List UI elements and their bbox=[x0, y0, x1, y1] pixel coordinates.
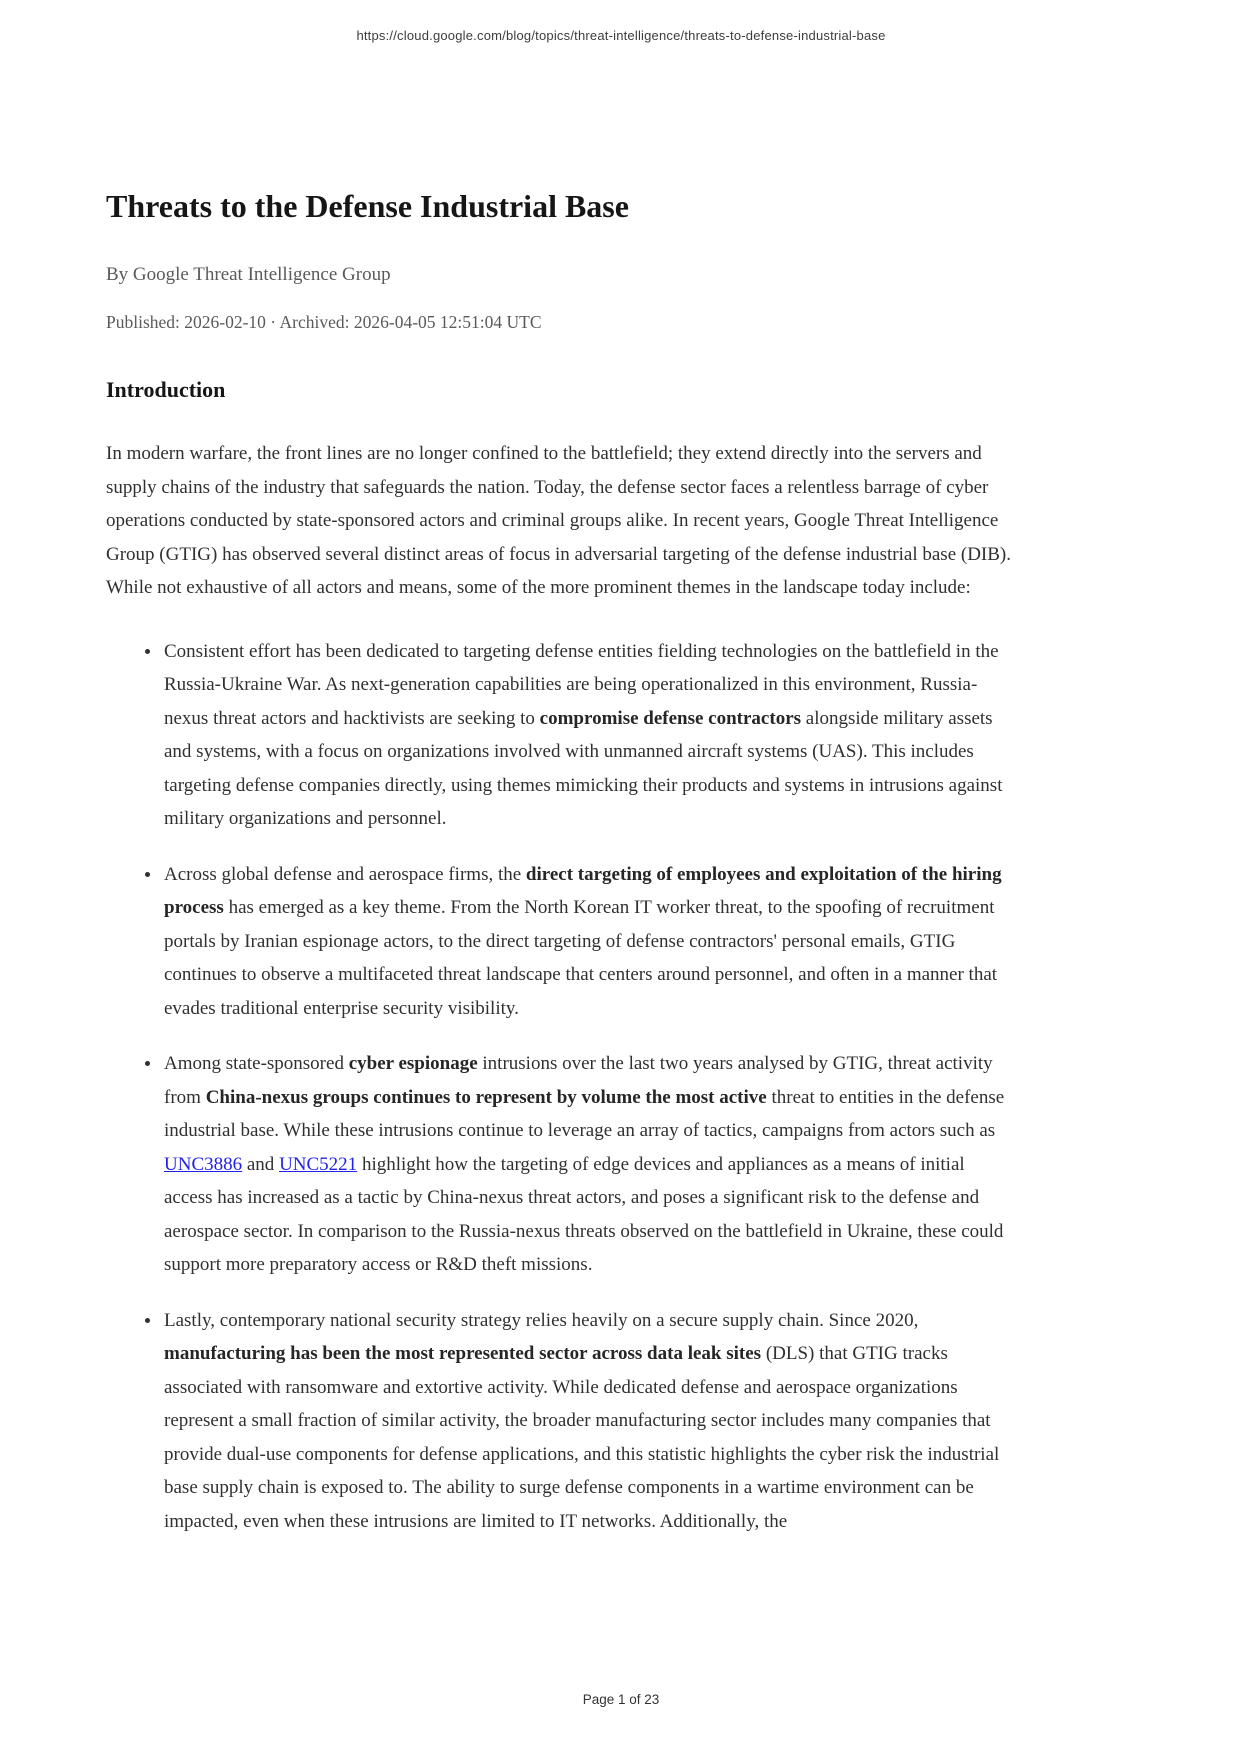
section-heading-introduction: Introduction bbox=[106, 377, 226, 402]
inline-link[interactable]: UNC5221 bbox=[279, 1153, 358, 1175]
text-run: threat to entities in the defense industrial base. While these intrusions continue to leverage an array of tactics, campaigns from actors such as bbox=[164, 1086, 1005, 1141]
source-url: https://cloud.google.com/blog/topics/threat-intelligence/threats-to-defense-industrial-base bbox=[356, 28, 886, 43]
page-footer bbox=[0, 1692, 1242, 1707]
text-run: Across global defense and aerospace firms, the bbox=[164, 863, 526, 885]
text-run: and bbox=[242, 1153, 280, 1175]
bold-text: compromise defense contractors bbox=[539, 707, 802, 729]
article-body bbox=[106, 186, 1012, 1560]
text-run: Among state-sponsored bbox=[164, 1053, 349, 1074]
list-item-hiring-process bbox=[162, 858, 1012, 1026]
text-run: alongside military assets and systems, with a focus on organizations involved with unmanned aircraft systems (UAS). This includes targeting defense companies directly, using themes mimicking their products and systems in intrusions against military organizations and personnel. bbox=[164, 707, 1003, 829]
bold-text: direct targeting of employees and exploitation of the hiring process bbox=[164, 863, 1002, 918]
text-run: has emerged as a key theme. From the North Korean IT worker threat, to the spoofing of recruitment portals by Iranian espionage actors, to the direct targeting of defense contractors' personal emails, GTIG continues to observe a multifaceted threat landscape that centers around personnel, and often in a manner that evades traditional enterprise security visibility. bbox=[164, 897, 998, 1019]
list-item-supply-chain bbox=[162, 1304, 1012, 1539]
bold-text: manufacturing has been the most represented sector across data leak sites bbox=[164, 1343, 762, 1364]
page-number: Page 1 of 23 bbox=[582, 1692, 660, 1707]
text-run: Consistent effort has been dedicated to targeting defense entities fielding technologies on the battlefield in the Russia-Ukraine War. As next-generation capabilities are being operationalized in this environment, Russia-nexus threat actors and hacktivists are seeking to bbox=[164, 640, 999, 729]
intro-paragraph: In modern warfare, the front lines are no longer confined to the battlefield; they extend directly into the servers and supply chains of the industry that safeguards the nation. Today, the defense sector faces a relentless barrage of cyber operations conducted by state-sponsored actors and criminal groups alike. In recent years, Google Threat Intelligence Group (GTIG) has observed several distinct areas of focus in adversarial targeting of the defense industrial base (DIB). While not exhaustive of all actors and means, some of the more prominent themes in the landscape today include: bbox=[106, 443, 1012, 598]
page-title: Threats to the Defense Industrial Base bbox=[106, 188, 629, 224]
list-item-battlefield-targeting bbox=[162, 635, 1012, 836]
inline-link[interactable]: UNC3886 bbox=[164, 1153, 243, 1175]
bold-text: China-nexus groups continues to represent by volume the most active bbox=[205, 1086, 767, 1108]
text-run: (DLS) that GTIG tracks associated with ransomware and extortive activity. While dedicated defense and aerospace organizations represent a small fraction of similar activity, the broader manufacturing sector includes many companies that provide dual-use components for defense applications, and this statistic highlights the cyber risk the industrial base supply chain is exposed to. The ability to surge defense components in a wartime environment can be impacted, even when these intrusions are limited to IT networks. Additionally, the bbox=[164, 1343, 1000, 1532]
print-header bbox=[0, 28, 1242, 43]
list-item-cyber-espionage bbox=[162, 1047, 1012, 1282]
text-run: intrusions over the last two years analysed by GTIG, threat activity from bbox=[164, 1053, 993, 1108]
text-run: Lastly, contemporary national security strategy relies heavily on a secure supply chain. Since 2020, bbox=[164, 1309, 919, 1331]
themes-list bbox=[106, 635, 1012, 1539]
byline: By Google Threat Intelligence Group bbox=[106, 264, 391, 285]
publish-archive-meta: Published: 2026-02-10 · Archived: 2026-04-05 12:51:04 UTC bbox=[106, 312, 542, 332]
text-run: highlight how the targeting of edge devices and appliances as a means of initial access has increased as a tactic by China-nexus threat actors, and poses a significant risk to the defense and aerospace sector. In comparison to the Russia-nexus threats observed on the battlefield in Ukraine, these could support more preparatory access or R&D theft missions. bbox=[164, 1153, 1004, 1275]
bold-text: cyber espionage bbox=[348, 1053, 478, 1074]
